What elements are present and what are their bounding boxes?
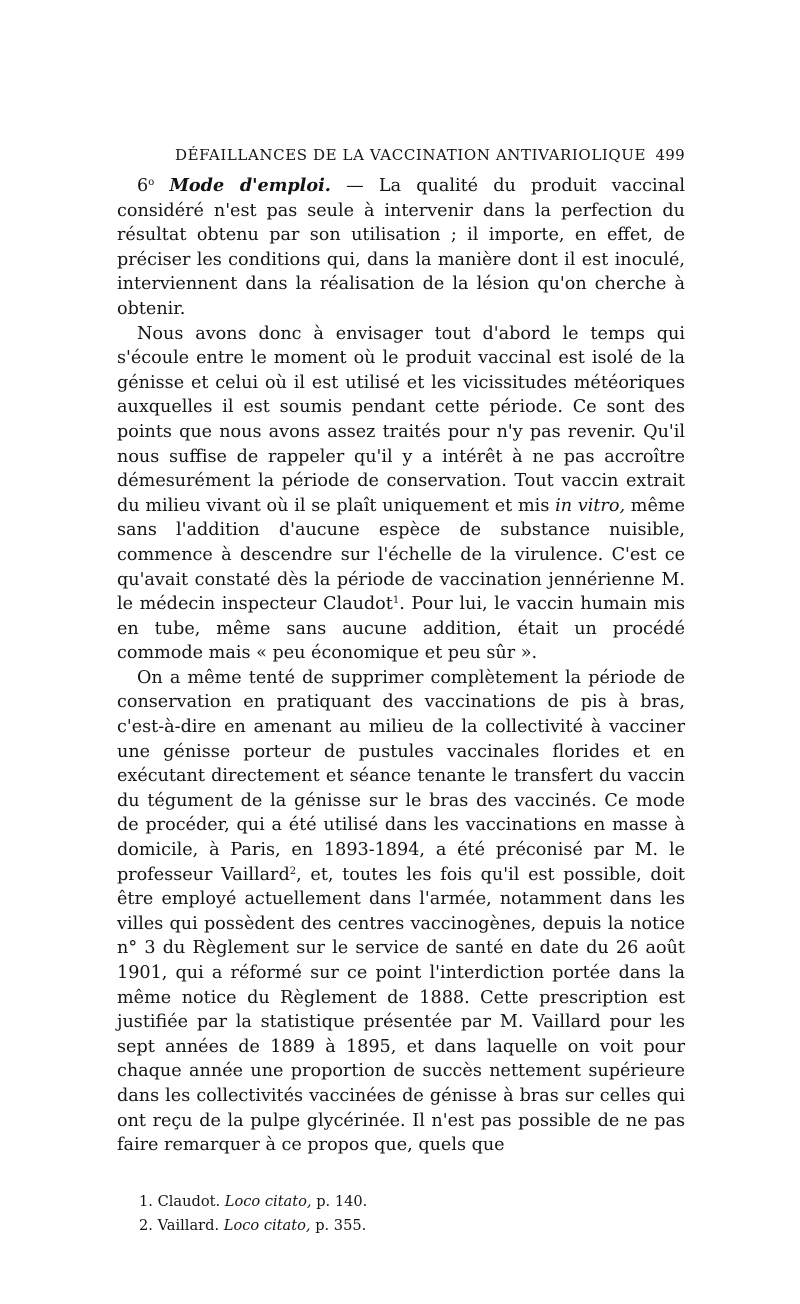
paragraph-text: . Pour lui, le vaccin humain mis en tube, même sans aucune addition, était un procédé commode mais « peu économique et peu sûr ». [117, 594, 685, 664]
footnote-ref-1[interactable]: 1 [392, 595, 400, 607]
paragraph-pis-a-bras [117, 666, 685, 1158]
paragraph-text: , et, toutes les fois qu'il est possible, doit être employé actuellement dans l'armée, notamment dans les villes qui possèdent des centres vaccinogènes, depuis la notice n° 3 du Règlement sur le service de santé en date du 26 août 1901, qui a réformé sur ce point l'interdiction portée dans la même notice du Règlement de 1888. Cette prescription est justifiée par la statistique présentée par M. Vaillard pour les sept années de 1889 à 1895, et dans laquelle on voit pour chaque année une proportion de succès nettement supérieure dans les collectivités vaccinées de génisse à bras sur celles qui ont reçu de la pulpe glycérinée. Il n'est pas possible de ne pas faire remarquer à ce propos que, quels que [117, 864, 685, 1156]
footnotes [117, 1190, 685, 1239]
footnote-ref-2[interactable]: 2 [289, 865, 297, 877]
footnote-italic: Loco citato, [224, 1192, 312, 1210]
section-number: 6 [137, 176, 149, 196]
footnote-2 [139, 1214, 685, 1239]
section-lead-title: Mode d'emploi. [169, 175, 331, 196]
footnote-1 [139, 1190, 685, 1215]
paragraph-text: — La qualité du produit vaccinal considéré n'est pas seule à intervenir dans la perfection du résultat obtenu par son utilisation ; il importe, en effet, de préciser les conditions qui, dans la manière dont il est inoculé, interviennent dans la réalisation de la lésion qu'on cherche à obtenir. [117, 176, 686, 319]
footnote-italic: Loco citato, [223, 1217, 311, 1235]
footnote-label: 1. Claudot. [139, 1192, 221, 1210]
body-text [117, 174, 685, 1158]
footnote-label: 2. Vaillard. [139, 1217, 220, 1235]
page-number: 499 [655, 146, 685, 164]
paragraph-conservation [117, 322, 685, 666]
paragraph-text: On a même tenté de supprimer complètement la période de conservation en pratiquant des vaccinations de pis à bras, c'est-à-dire en amenant au milieu de la collectivité à vacciner une génisse porteur de pustules vaccinales florides et en exécutant directement et séance tenante le transfert du vaccin du tégument de la génisse sur le bras des vaccinés. Ce mode de procéder, qui a été utilisé dans les vaccinations en masse à domicile, à Paris, en 1893-1894, a été préconisé par M. le professeur Vaillard [117, 667, 685, 885]
footnote-rest: p. 140. [316, 1192, 368, 1210]
ordinal-marker: o [148, 177, 155, 188]
italic-phrase: in vitro, [555, 495, 626, 516]
footnote-rest: p. 355. [315, 1217, 367, 1235]
running-head [117, 146, 685, 172]
running-head-title: DÉFAILLANCES DE LA VACCINATION ANTIVARIOLIQUE [175, 146, 647, 164]
book-page [117, 146, 685, 1239]
paragraph-text: même sans l'addition d'aucune espèce de substance nuisible, commence à descendre sur l'échelle de la virulence. C'est ce qu'avait constaté dès la période de vaccination jennérienne M. le médecin inspecteur Claudot [117, 495, 685, 615]
paragraph-mode-emploi [117, 174, 685, 322]
paragraph-text: Nous avons donc à envisager tout d'abord le temps qui s'écoule entre le moment où le produit vaccinal est isolé de la génisse et celui où il est utilisé et les vicissitudes météoriques auxquelles il est soumis pendant cette période. Ce sont des points que nous avons assez traités pour n'y pas revenir. Qu'il nous suffise de rappeler qu'il y a intérêt à ne pas accroître démesurément la période de conservation. Tout vaccin extrait du milieu vivant où il se plaît uniquement et mis [117, 323, 685, 516]
